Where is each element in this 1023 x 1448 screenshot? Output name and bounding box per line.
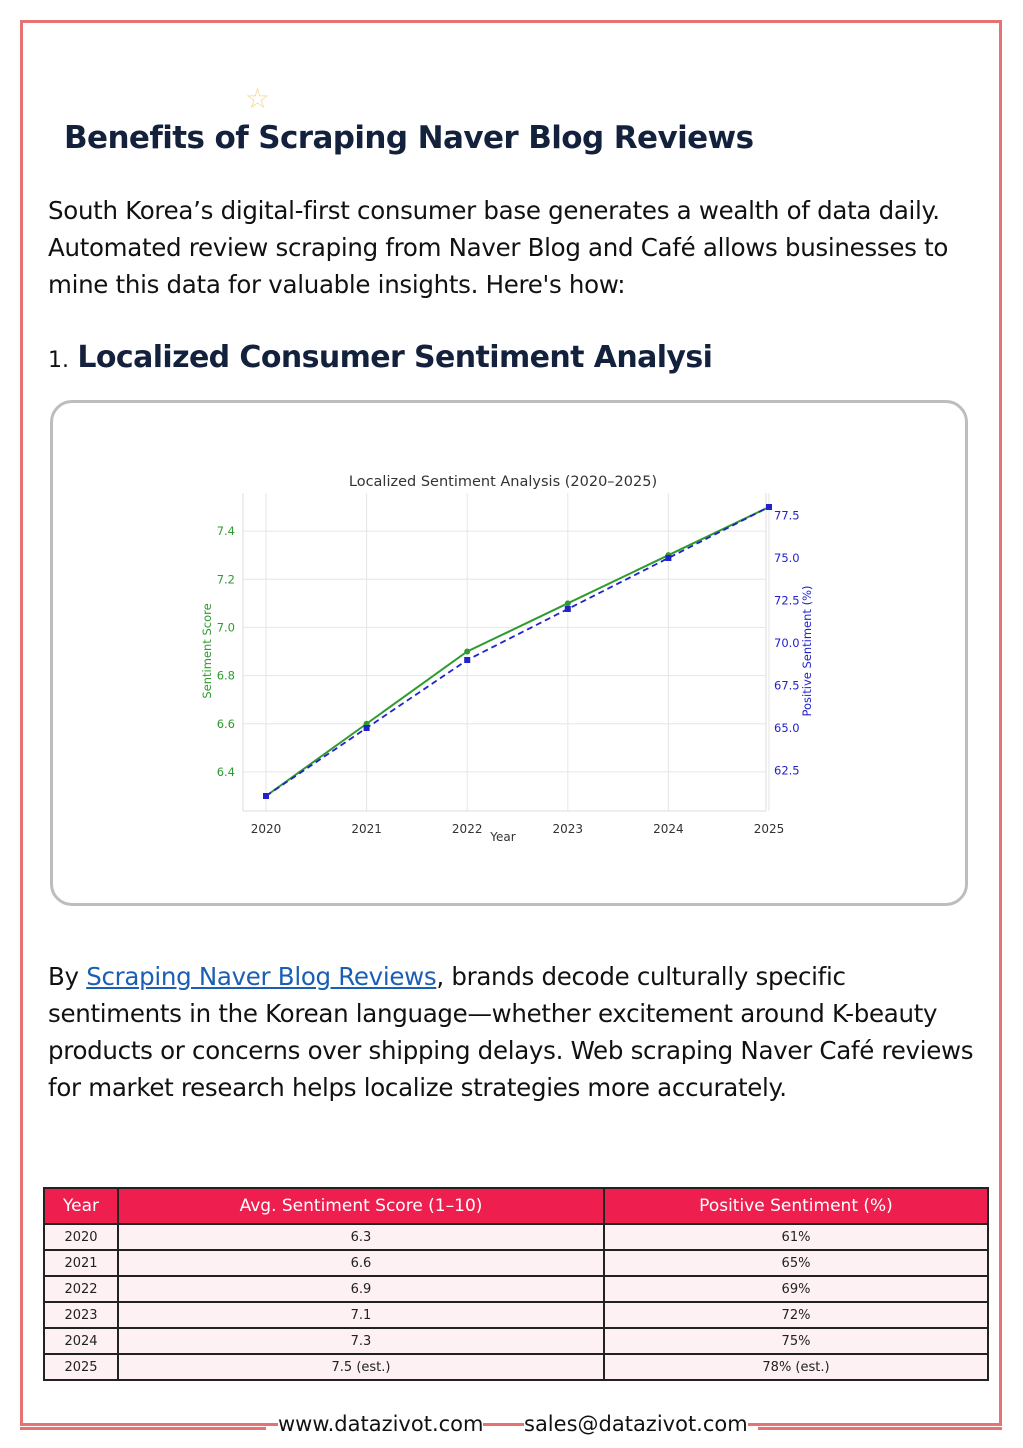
table-row	[44, 1224, 988, 1250]
y-tick-label: 7.0	[216, 620, 235, 635]
scraping-naver-link[interactable]: Scraping Naver Blog Reviews	[86, 962, 437, 991]
cell-year: 2020	[44, 1224, 118, 1250]
cell-score: 6.6	[118, 1250, 604, 1276]
x-tick-label: 2020	[250, 822, 282, 836]
sentiment-chart	[53, 403, 965, 903]
y2-tick-label: 75.0	[774, 551, 800, 565]
cell-positive: 61%	[604, 1224, 988, 1250]
point-sentiment-score	[464, 649, 470, 655]
point-positive-sentiment	[364, 725, 370, 731]
star-icon: ☆	[245, 82, 271, 115]
point-positive-sentiment	[665, 555, 671, 561]
chart-card	[50, 400, 968, 906]
header-year: Year	[44, 1188, 118, 1224]
y-tick-label: 6.4	[216, 764, 235, 779]
footer-rule-right	[758, 1427, 1002, 1430]
footer	[0, 1408, 1023, 1448]
point-positive-sentiment	[766, 504, 772, 510]
y2-tick-label: 77.5	[774, 508, 800, 523]
cell-year: 2021	[44, 1250, 118, 1276]
x-tick-label: 2024	[653, 822, 684, 836]
point-positive-sentiment	[263, 793, 269, 799]
table-row	[44, 1276, 988, 1302]
paragraph-rest: , brands decode culturally specific sentiments in the Korean language—whether excitement around K-beauty products or concerns over shipping delays. Web scraping Naver Café reviews for market research helps localize strategies more accurately.	[48, 962, 974, 1102]
table-header-row	[44, 1188, 988, 1224]
y2-axis-label: Positive Sentiment (%)	[800, 585, 814, 717]
table-row	[44, 1354, 988, 1380]
table-row	[44, 1250, 988, 1276]
cell-year: 2022	[44, 1276, 118, 1302]
y2-tick-label: 72.5	[774, 593, 800, 608]
section-heading	[48, 340, 712, 375]
point-positive-sentiment	[565, 606, 571, 612]
cell-year: 2025	[44, 1354, 118, 1380]
paragraph-prefix: By	[48, 962, 87, 991]
cell-score: 7.3	[118, 1328, 604, 1354]
footer-website[interactable]: www.datazivot.com	[278, 1412, 484, 1436]
y-tick-label: 6.8	[216, 668, 235, 683]
footer-rule-left	[20, 1427, 266, 1430]
x-tick-label: 2022	[451, 822, 483, 836]
x-tick-label: 2023	[552, 822, 584, 836]
table-row	[44, 1302, 988, 1328]
sentiment-table	[43, 1187, 989, 1381]
y2-tick-label: 67.5	[774, 678, 800, 693]
cell-score: 7.5 (est.)	[118, 1354, 604, 1380]
body-paragraph	[48, 958, 978, 1106]
series-line-positive-sentiment	[266, 507, 769, 796]
cell-score: 6.9	[118, 1276, 604, 1302]
cell-year: 2024	[44, 1328, 118, 1354]
cell-positive: 75%	[604, 1328, 988, 1354]
cell-positive: 78% (est.)	[604, 1354, 988, 1380]
y-tick-label: 7.2	[216, 572, 235, 587]
page-title: Benefits of Scraping Naver Blog Reviews	[64, 120, 754, 156]
x-tick-label: 2025	[753, 822, 785, 836]
chart-title: Localized Sentiment Analysis (2020–2025)	[348, 474, 658, 490]
table-row	[44, 1328, 988, 1354]
cell-score: 6.3	[118, 1224, 604, 1250]
point-positive-sentiment	[464, 657, 470, 663]
footer-email[interactable]: sales@datazivot.com	[524, 1412, 748, 1436]
intro-paragraph: South Korea’s digital-first consumer base generates a wealth of data daily. Automated review scraping from Naver Blog and Café allows businesses to mine this data for valuable insights. Here's how:	[48, 196, 949, 299]
cell-year: 2023	[44, 1302, 118, 1328]
cell-positive: 72%	[604, 1302, 988, 1328]
y2-tick-label: 70.0	[774, 636, 800, 650]
y2-tick-label: 65.0	[774, 721, 800, 735]
x-tick-label: 2021	[351, 822, 382, 836]
header-positive: Positive Sentiment (%)	[604, 1188, 988, 1224]
y2-tick-label: 62.5	[774, 763, 800, 778]
y-tick-label: 7.4	[216, 524, 235, 539]
y-tick-label: 6.6	[216, 716, 235, 731]
cell-positive: 69%	[604, 1276, 988, 1302]
y-axis-label: Sentiment Score	[200, 603, 214, 699]
cell-score: 7.1	[118, 1302, 604, 1328]
header-avg-score: Avg. Sentiment Score (1–10)	[118, 1188, 604, 1224]
section-number: 1.	[48, 348, 69, 373]
series-line-sentiment-score	[266, 507, 769, 796]
x-axis-label: Year	[490, 830, 516, 844]
cell-positive: 65%	[604, 1250, 988, 1276]
section-title: Localized Consumer Sentiment Analysi	[77, 340, 713, 375]
point-sentiment-score	[565, 600, 571, 606]
